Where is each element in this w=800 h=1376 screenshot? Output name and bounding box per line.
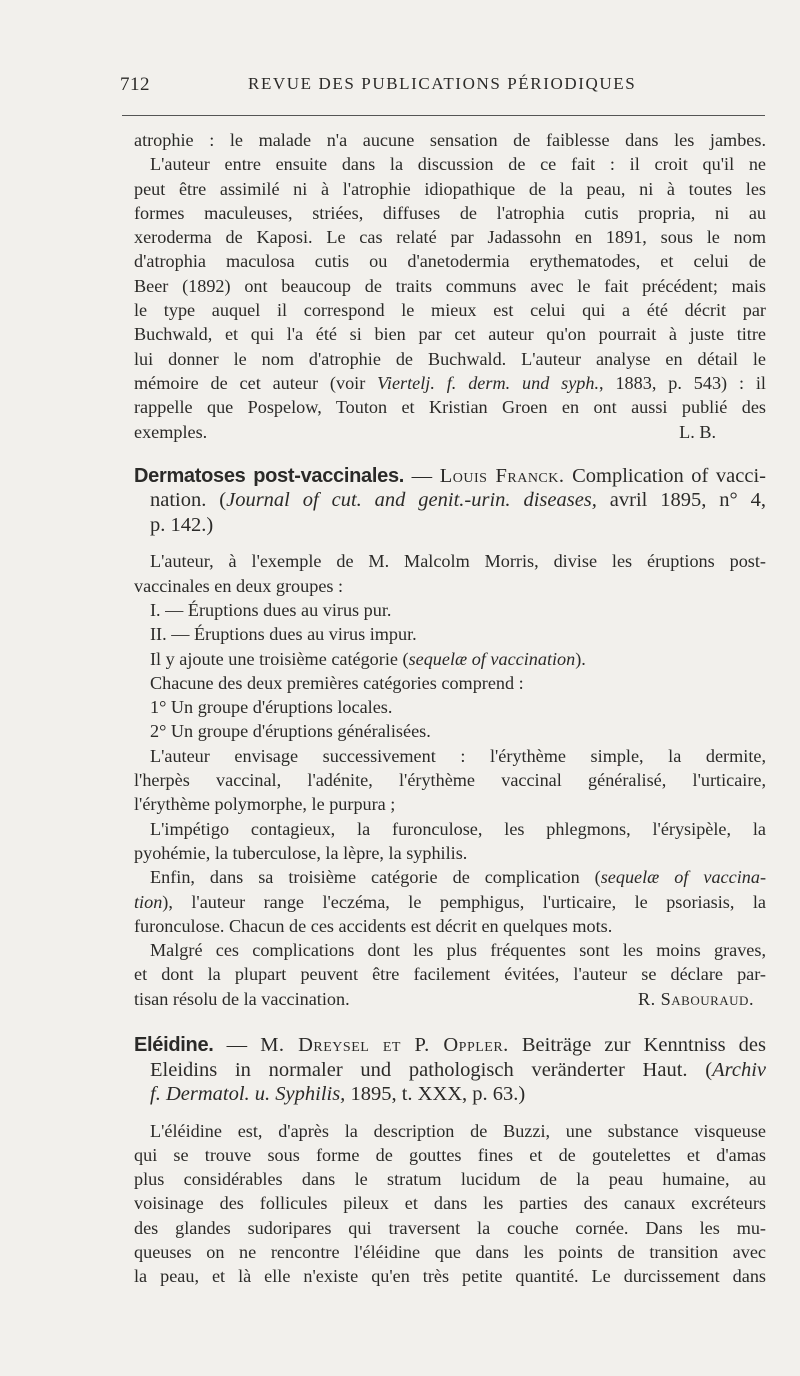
text-line: [134, 647, 766, 671]
spacer: [134, 1107, 766, 1119]
text-span: ), l'auteur range l'eczéma, le pemphigus, l'urticaire, le psoriasis, la: [162, 891, 766, 912]
text-span: Eleidins in normaler und pathologisch veränderter Haut. (: [150, 1058, 713, 1081]
text-line: L'auteur entre ensuite dans la discussion de ce fait : il croit qu'il ne: [150, 154, 766, 175]
text-line: xeroderma de Kaposi. Le cas relaté par Jadassohn en 1891, sous le nom: [134, 227, 766, 248]
text-span: Enfin, dans sa troisième catégorie de complication (: [150, 867, 601, 888]
text-line: L'éléidine est, d'après la description de Buzzi, une substance visqueuse: [150, 1120, 766, 1141]
text-line: la peau, et là elle n'existe qu'en très petite quantité. Le durcissement dans: [134, 1266, 766, 1287]
heading-line: [134, 488, 766, 513]
text-line: L'impétigo contagieux, la furonculose, les phlegmons, l'érysipèle, la: [150, 818, 766, 839]
journal-citation: f. Dermatol. u. Syphilis,: [150, 1083, 346, 1105]
italic-term: sequelæ of vaccina-: [600, 867, 767, 888]
text-line: des glandes sudoripares qui traversent la couche cornée. Dans les mu-: [134, 1217, 766, 1238]
text-span: nation. (: [150, 489, 227, 512]
text-line: vaccinales en deux groupes :: [134, 575, 344, 596]
author-signature: L. B.: [679, 421, 716, 442]
text-line: Beer (1892) ont beaucoup de traits communs avec le fait précédent; mais: [134, 275, 766, 296]
text-line: plus considérables dans le stratum lucidum de la peau humaine, au: [134, 1169, 766, 1190]
text-line: pyohémie, la tuberculose, la lèpre, la syphilis.: [134, 842, 468, 863]
page-number: 712: [120, 74, 150, 95]
article-author: Louis Franck.: [439, 464, 565, 487]
text-span: —: [404, 464, 440, 487]
article-body-postvaccinal: [134, 549, 766, 1011]
text-line: L'auteur, à l'exemple de M. Malcolm Morris, divise les éruptions post-: [150, 551, 766, 572]
text-line: qui se trouve sous forme de gouttes fines et de goutelettes et d'amas: [134, 1144, 766, 1165]
header-rule: [122, 115, 765, 116]
text-line: rappelle que Pospelow, Touton et Kristian Groen en ont aussi publié des: [134, 397, 766, 418]
text-line: Malgré ces complications dont les plus fréquentes sont les moins graves,: [150, 940, 766, 961]
journal-citation: Journal of cut. and genit.-urin. diseases,: [226, 489, 597, 512]
article-heading-eleidine: [134, 1033, 766, 1107]
text-line: lui donner le nom d'atrophie de Buchwald. L'auteur analyse en détail le: [134, 348, 766, 369]
text-line: atrophie : le malade n'a aucune sensation de faiblesse dans les jambes.: [134, 130, 766, 150]
list-item: II. — Éruptions dues au virus impur.: [150, 624, 417, 645]
text-line: [134, 865, 766, 889]
list-item: I. — Éruptions dues au virus pur.: [150, 599, 392, 620]
text-line: et dont la plupart peuvent être facilement évitées, l'auteur se déclare par-: [134, 964, 766, 985]
text-span: tisan résolu de la vaccination.: [134, 988, 350, 1009]
text-line: peut être assimilé ni à l'atrophie idiopathique de la peau, ni à toutes les: [134, 178, 766, 199]
spacer: [134, 537, 766, 549]
page-body: [134, 128, 766, 1289]
text-span: mémoire de cet auteur (voir: [134, 372, 378, 393]
text-line: Buchwald, et qui l'a été si bien par cet auteur qu'on pourrait à juste titre: [134, 324, 766, 345]
journal-citation: Viertelj. f. derm. und syph.: [377, 372, 600, 393]
article-heading-postvaccinal: [134, 464, 766, 538]
text-line: L'auteur envisage successivement : l'érythème simple, la dermite,: [150, 745, 766, 766]
text-span: —: [213, 1034, 261, 1056]
text-line: Chacune des deux premières catégories comprend :: [150, 672, 524, 693]
heading-line: [134, 464, 766, 489]
text-line: furonculose. Chacun de ces accidents est décrit en quelques mots.: [134, 915, 613, 936]
signature-line: [134, 420, 766, 444]
text-span: avril 1895, n° 4,: [596, 489, 766, 512]
list-item: 2° Un groupe d'éruptions généralisées.: [150, 721, 431, 742]
text-span: ).: [575, 648, 586, 669]
italic-term: sequelæ of vaccination: [408, 648, 576, 669]
list-item: 1° Un groupe d'éruptions locales.: [150, 697, 393, 718]
article-title: Eléidine.: [134, 1034, 214, 1056]
text-span: , 1883, p. 543) : il: [599, 372, 766, 393]
text-line: [134, 371, 766, 395]
text-line: voisinage des follicules pileux et dans les parties des canaux excréteurs: [134, 1193, 766, 1214]
text-line: le type auquel il correspond le mieux est celui qui a été décrit par: [134, 300, 766, 321]
heading-line: [134, 1033, 766, 1058]
author-signature: R. Sabouraud.: [637, 988, 754, 1009]
text-line: formes maculeuses, striées, diffuses de l'atrophia cutis propria, ni au: [134, 202, 766, 223]
text-line: [134, 890, 766, 914]
heading-line: [134, 1082, 766, 1107]
signature-line: [134, 987, 766, 1011]
article-authors: M. Dreysel et P. Oppler.: [260, 1034, 509, 1056]
article-body-eleidine: [134, 1119, 766, 1289]
article-atrophy-continuation: [134, 128, 766, 444]
text-span: exemples.: [134, 421, 208, 442]
running-title: REVUE DES PUBLICATIONS PÉRIODIQUES: [248, 74, 637, 93]
text-line: l'érythème polymorphe, le purpura ;: [134, 794, 396, 815]
journal-citation: Archiv: [712, 1058, 766, 1081]
text-line: queuses on ne rencontre l'éléidine que dans les points de transition avec: [134, 1241, 766, 1262]
heading-line: [134, 1058, 766, 1083]
article-title: Dermatoses post-vaccinales.: [134, 464, 405, 487]
text-span: 1895, t. XXX, p. 63.): [345, 1083, 526, 1105]
text-span: Complication of vacci-: [564, 464, 766, 487]
text-span: Beiträge zur Kenntniss des: [508, 1034, 766, 1056]
text-span: Il y ajoute une troisième catégorie (: [150, 648, 409, 669]
italic-term: tion: [134, 891, 163, 912]
heading-line: p. 142.): [150, 513, 214, 536]
running-header: [120, 74, 765, 104]
text-line: l'herpès vaccinal, l'adénite, l'érythème vaccinal généralisé, l'urticaire,: [134, 770, 766, 791]
text-line: d'atrophia maculosa cutis ou d'anetodermia erythematodes, et celui de: [134, 251, 766, 272]
